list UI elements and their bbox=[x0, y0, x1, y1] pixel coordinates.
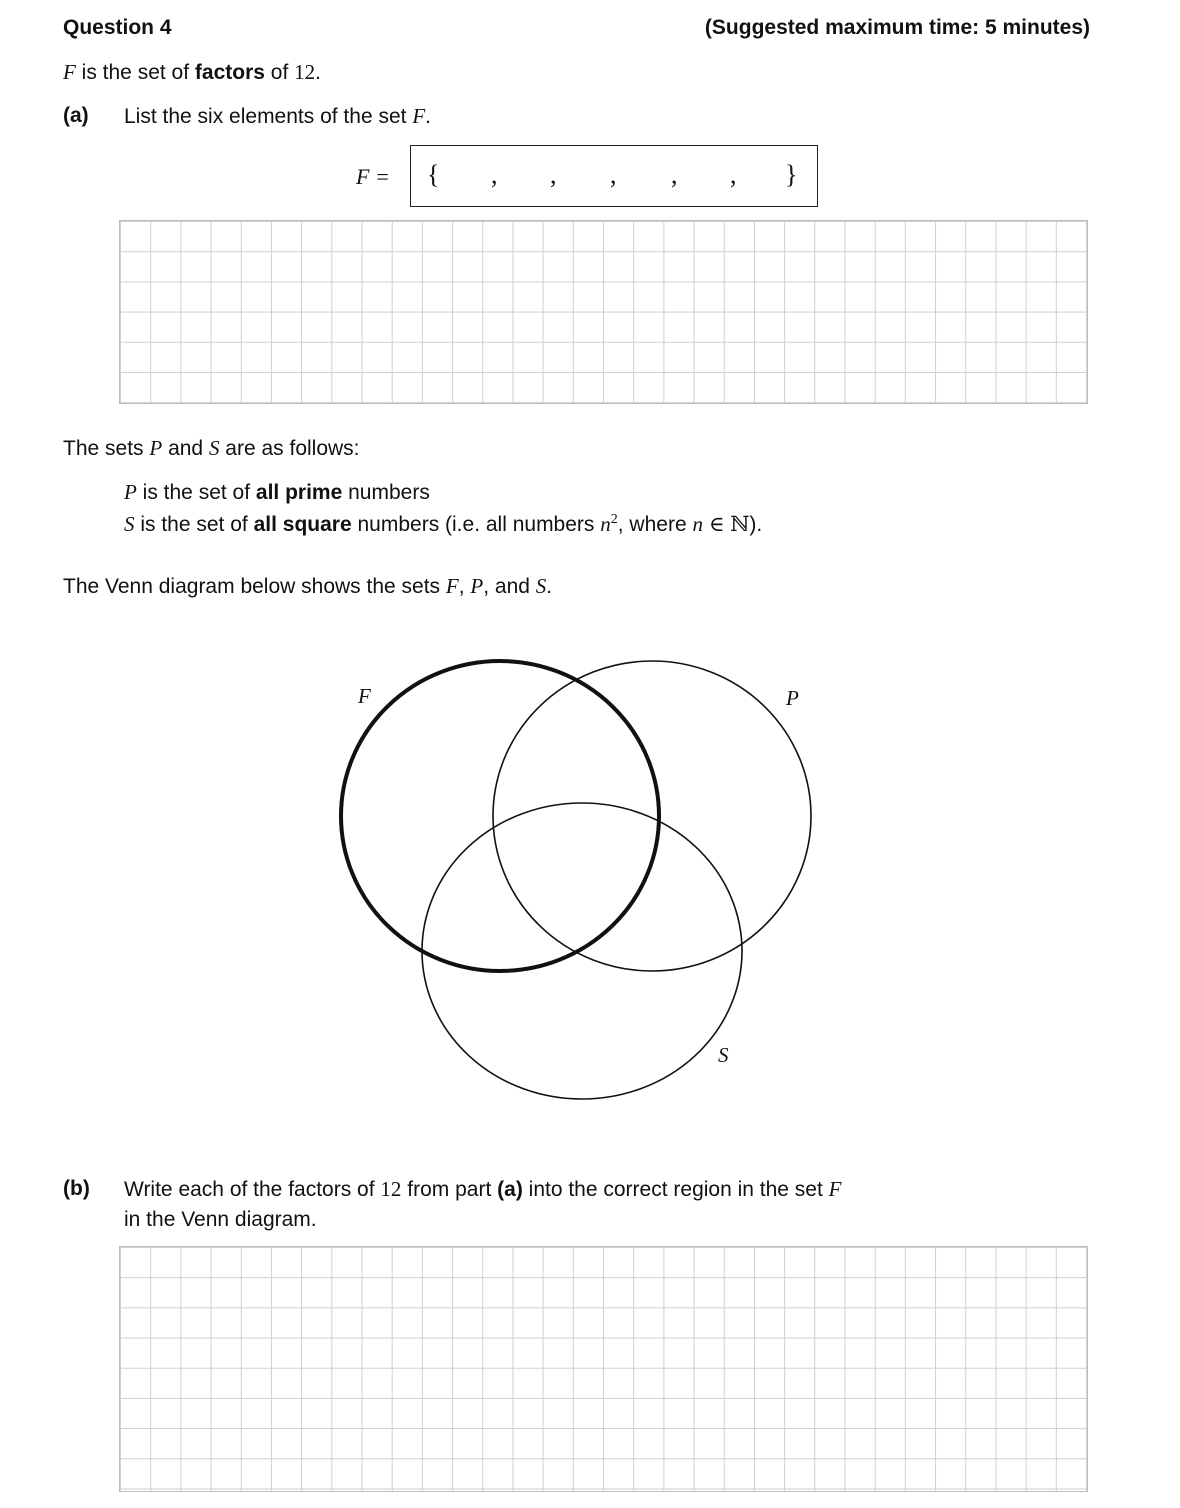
part-b-prompt-line2: in the Venn diagram. bbox=[124, 1208, 317, 1231]
part-b-label: (b) bbox=[63, 1177, 90, 1200]
open-brace: { bbox=[427, 160, 440, 189]
part-a-label: (a) bbox=[63, 104, 89, 127]
venn-label-p: P bbox=[786, 686, 799, 710]
suggested-time: (Suggested maximum time: 5 minutes) bbox=[704, 16, 1090, 39]
venn-label-s: S bbox=[718, 1043, 729, 1067]
element-separator: , bbox=[730, 160, 737, 189]
element-separator: , bbox=[671, 160, 678, 189]
prime-set-definition: P is the set of all prime numbers bbox=[124, 480, 430, 504]
intro-statement: F is the set of factors of 12. bbox=[63, 60, 321, 84]
element-separator: , bbox=[610, 160, 617, 189]
part-a-prompt: List the six elements of the set F. bbox=[124, 104, 431, 128]
venn-label-f: F bbox=[358, 684, 371, 708]
sets-intro: The sets P and S are as follows: bbox=[63, 436, 360, 460]
set-f-symbol: F bbox=[63, 60, 76, 84]
square-set-definition: S is the set of all square numbers (i.e. all numbers $n^2$, where n ∈ ℕ). bbox=[124, 512, 763, 536]
question-title: Question 4 bbox=[63, 16, 172, 39]
element-separator: , bbox=[550, 160, 557, 189]
circle-f[interactable] bbox=[341, 661, 659, 971]
circle-p[interactable] bbox=[493, 661, 811, 971]
set-f-equals: F = bbox=[356, 164, 390, 189]
working-grid-b[interactable] bbox=[119, 1246, 1088, 1492]
venn-intro: The Venn diagram below shows the sets F, P, and S. bbox=[63, 574, 553, 598]
element-separator: , bbox=[491, 160, 498, 189]
close-brace: } bbox=[785, 160, 798, 189]
part-b-prompt: Write each of the factors of 12 from part (a) into the correct region in the set F bbox=[124, 1177, 842, 1201]
